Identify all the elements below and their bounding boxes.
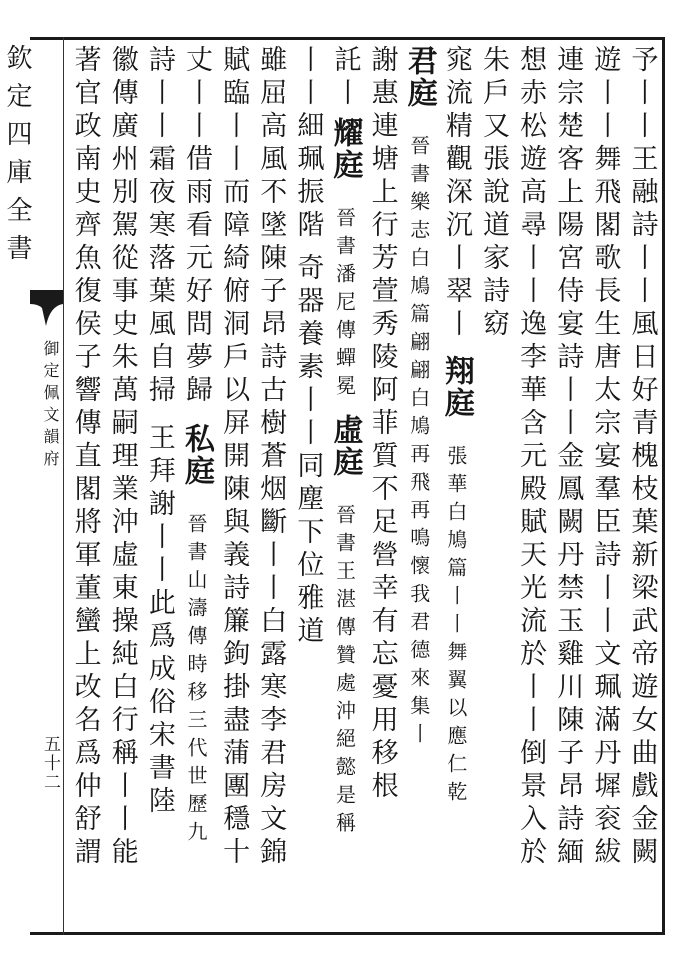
body-text: 徽傳廣州別駕從事史朱萬嗣理業沖虛東操純白行稱丨丨能 [106,45,138,870]
text-column [548,45,586,925]
book-title: 欽定四庫全書 [2,44,32,272]
text-column [474,45,512,925]
annotation-text: 晉書王湛傳贊處沖絕懿是稱 [332,504,357,840]
text-column [177,45,215,925]
frame-bottom-border [30,932,665,935]
text-column [66,45,104,925]
text-column [214,45,252,925]
body-text: 謝惠連塘上行芳萱秀陵阿菲質不足營幸有忘憂用移根 [366,45,398,804]
body-text: 予丨丨王融詩丨丨風日好青槐枝葉新梁武帝遊女曲戲金闕 [626,45,658,870]
page-number: 五十二 [40,735,60,792]
headword: 耀庭 [327,117,363,181]
text-column [325,45,363,925]
headword: 翔庭 [438,355,474,419]
annotation-text: 張華白鳩篇丨丨舞翼以應仁乾 [443,445,468,809]
body-text: 託丨 [329,45,361,111]
text-column [288,45,326,925]
text-column [363,45,401,925]
body-text: 奇器養素丨丨同塵下位雅道 [292,253,324,649]
body-text: 著官政南史齊魚復侯子響傳直閣將軍董蠻上改名爲仲舒謂 [69,45,101,870]
body-text: 詩丨丨霜夜寒落葉風自掃 [143,45,175,408]
text-column [103,45,141,925]
section-title: 御定佩文韻府 [41,340,60,472]
margin-rule [63,37,64,935]
body-text: 丨丨細珮振階 [292,45,324,243]
fishtail-mark-icon [30,290,63,326]
body-text: 朱戶又張說道家詩窈 [477,45,509,342]
text-column [400,45,438,925]
text-column [140,45,178,925]
text-column [622,45,660,925]
text-column [251,45,289,925]
text-column [585,45,623,925]
text-column [511,45,549,925]
body-text: 丈丨丨借雨看元好問夢歸 [180,45,212,408]
frame-top-border [30,37,665,40]
body-text: 窕流精觀深沉丨翠丨 [440,45,472,342]
headword: 私庭 [178,423,214,487]
body-text: 想赤松遊高尋丨丨逸李華含元殿賦天光流於丨丨倒景入於 [515,45,547,870]
body-text: 連宗楚客上陽宮侍宴詩丨丨金鳳闕丹禁玉雞川陳子昂詩緬 [552,45,584,870]
annotation-text: 晉書樂志白鳩篇翩翩白鳩再飛再鳴懷我君德來集丨 [406,135,431,751]
body-text: 賦臨丨丨而障綺俯洞戶以屏開陳與義詩簾鉤掛盡蒲團穩十 [218,45,250,870]
body-text: 王拜謝丨丨此爲成俗宋書陸 [143,423,175,819]
body-text: 遊丨丨舞飛閣歌長生唐太宗宴羣臣詩丨丨文珮滿丹墀衮紱 [589,45,621,870]
headword: 君庭 [401,45,437,109]
frame-right-border [662,37,665,935]
text-column [437,45,475,925]
headword: 虛庭 [327,414,363,478]
body-text: 雖屈高風不墜陳子昂詩古樹蒼烟斷丨丨白露寒李君房文錦 [255,45,287,870]
annotation-text: 晉書山濤傳時移三代世歷九 [183,513,208,849]
annotation-text: 晉書潘尼傳蟬冕 [332,207,357,403]
